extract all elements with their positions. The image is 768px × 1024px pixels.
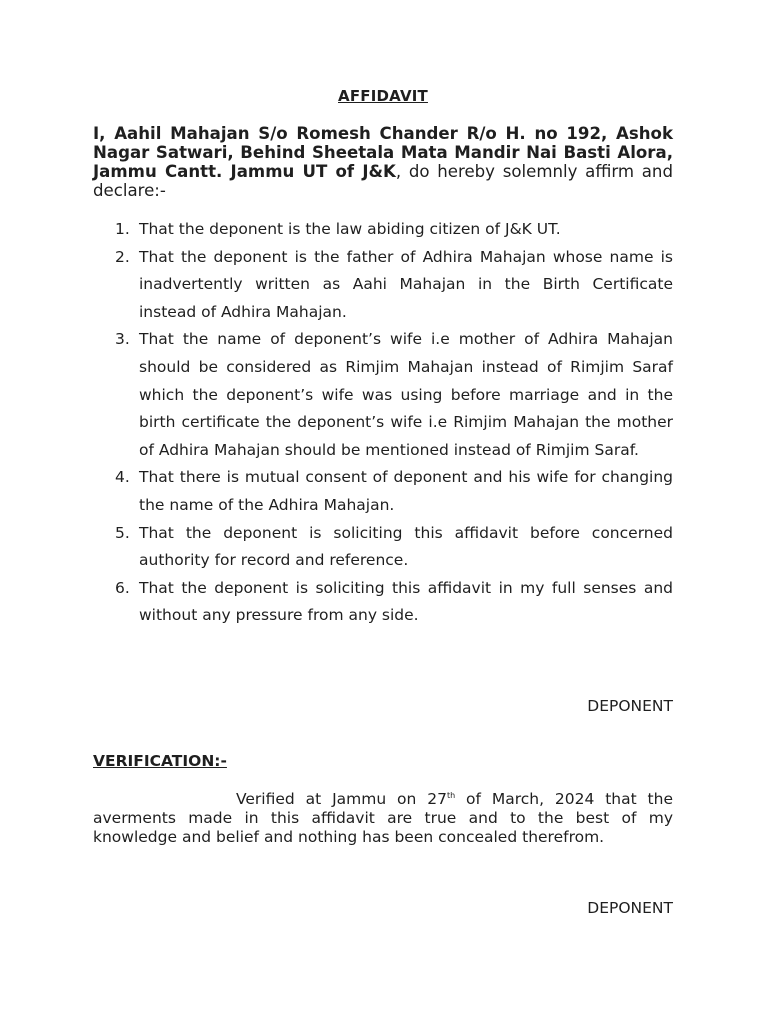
list-item <box>93 575 673 630</box>
ordinal-superscript: th <box>446 790 456 800</box>
verification-paragraph <box>93 790 673 847</box>
deponent-signature-label-verification: DEPONENT <box>587 899 673 917</box>
list-item-number: 3. <box>115 330 130 349</box>
list-item <box>93 326 673 464</box>
list-item <box>93 464 673 519</box>
verification-text-before: Verified at Jammu on 27 <box>236 790 447 808</box>
list-item-number: 6. <box>115 578 130 597</box>
list-item-text: That the deponent is soliciting this affidavit in my full senses and without any pressure from any side. <box>139 578 673 625</box>
verification-heading: VERIFICATION:- <box>93 752 227 770</box>
document-title: AFFIDAVIT <box>338 87 428 105</box>
list-item <box>93 520 673 575</box>
list-item-text: That the name of deponent’s wife i.e mother of Adhira Mahajan should be considered as Rimjim Mahajan instead of Rimjim Saraf which the deponent’s wife was using before marriage and in the birth certificate the deponent’s wife i.e Rimjim Mahajan the mother of Adhira Mahajan should be mentioned instead of Rimjim Saraf. <box>139 330 673 459</box>
verification-text-after: of March, 2024 that the averments made in this affidavit are true and to the best of my knowledge and belief and nothing has been concealed therefrom. <box>93 790 673 846</box>
list-item-number: 4. <box>115 468 130 487</box>
list-item-text: That the deponent is soliciting this affidavit before concerned authority for record and reference. <box>139 523 673 570</box>
document-page <box>93 0 673 1024</box>
list-item-text: That the deponent is the father of Adhira Mahajan whose name is inadvertently written as Aahi Mahajan in the Birth Certificate instead of Adhira Mahajan. <box>139 247 673 321</box>
deponent-signature-label: DEPONENT <box>587 697 673 715</box>
intro-paragraph <box>93 124 673 200</box>
list-item-text: That there is mutual consent of deponent and his wife for changing the name of the Adhira Mahajan. <box>139 468 673 514</box>
deponent-identity: I, Aahil Mahajan S/o Romesh Chander R/o H. no 192, Ashok Nagar Satwari, Behind Sheetala Mata Mandir Nai Basti Alora, Jammu Cantt. Jammu UT of J&K <box>93 124 673 181</box>
list-item-number: 5. <box>115 523 130 542</box>
list-item-number: 2. <box>115 247 130 266</box>
list-item-number: 1. <box>115 220 130 238</box>
list-item-text: That the deponent is the law abiding citizen of J&K UT. <box>139 220 561 238</box>
affidavit-points-list <box>93 216 673 630</box>
list-item <box>93 244 673 327</box>
intro-declaration: , do hereby solemnly affirm and declare:- <box>93 162 673 200</box>
list-item <box>93 216 673 244</box>
